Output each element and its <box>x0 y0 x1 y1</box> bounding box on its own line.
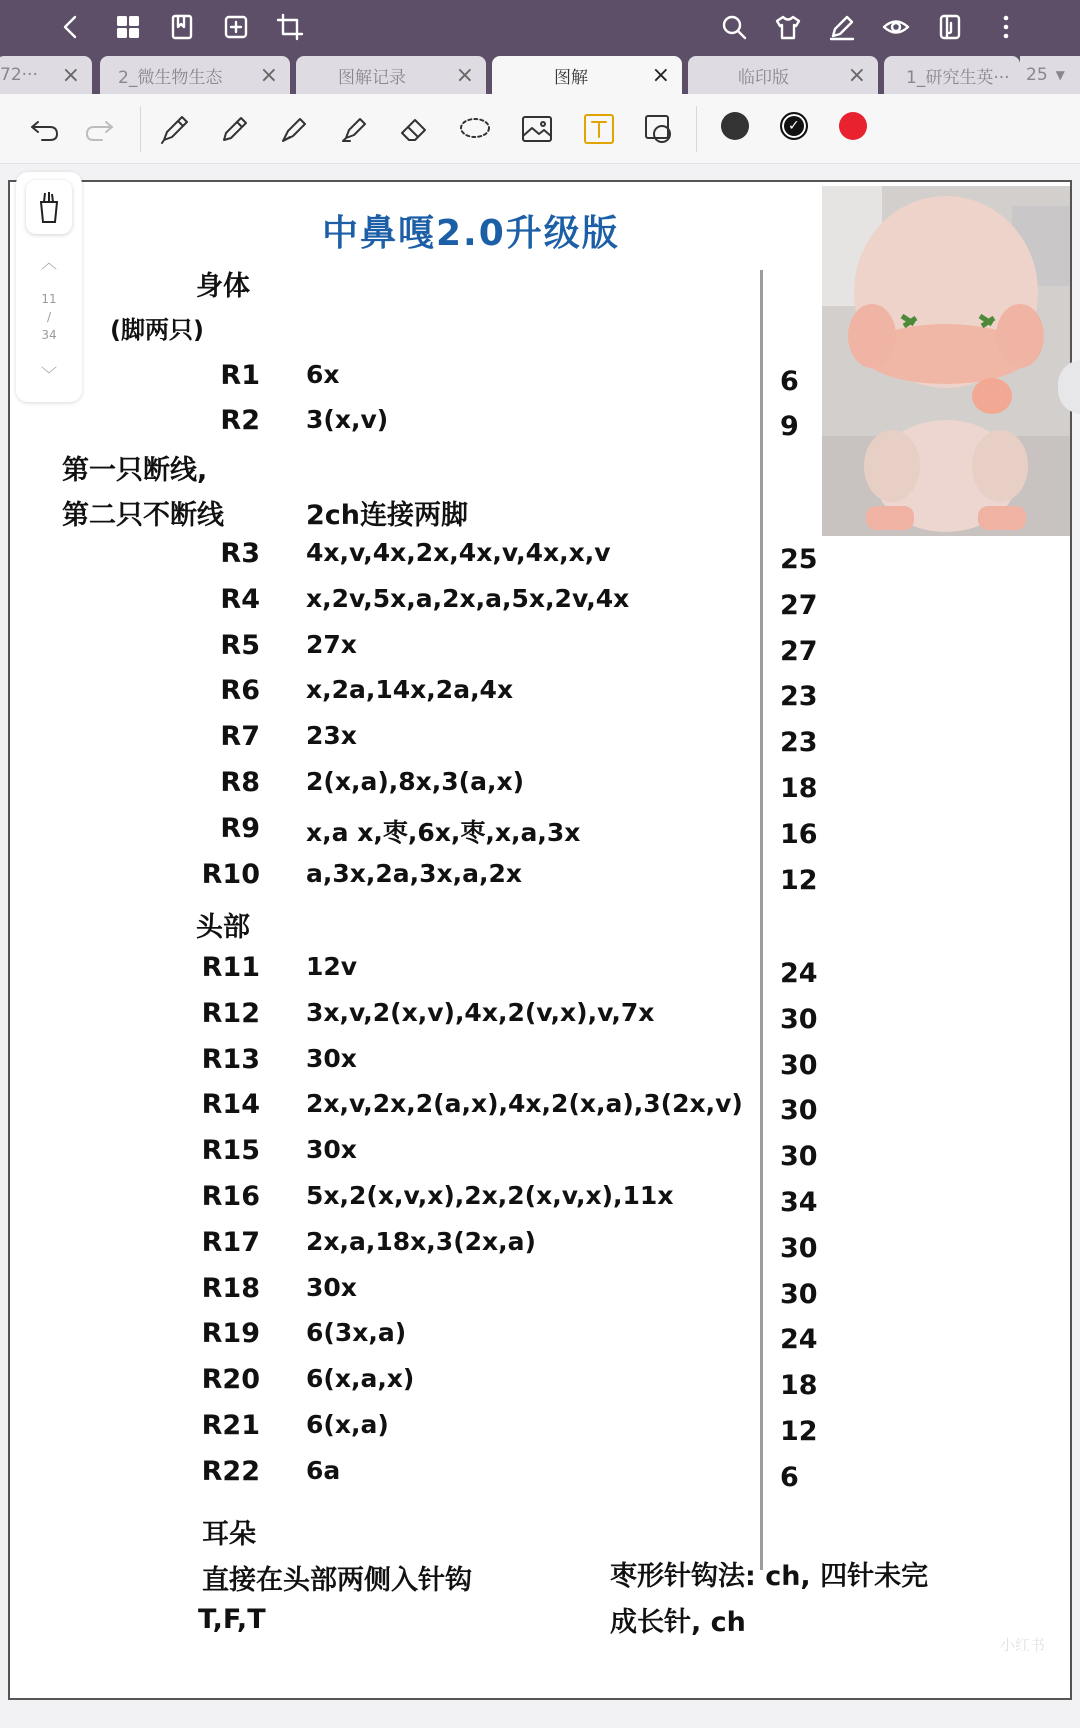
pencil-icon[interactable] <box>214 108 256 150</box>
stitch-sequence: 6a <box>306 1455 341 1485</box>
round-label: R18 <box>201 1272 260 1304</box>
round-label: R6 <box>220 675 260 707</box>
round-label: R1 <box>220 360 260 391</box>
highlighter-icon[interactable] <box>334 108 376 150</box>
round-label: R8 <box>220 767 260 798</box>
stitch-count: 30 <box>780 1232 818 1264</box>
close-icon[interactable]: × <box>455 63 474 88</box>
round-label: R19 <box>201 1318 260 1350</box>
watermark-brand: 小红书 <box>1000 1636 1046 1654</box>
stitch-sequence: 4x,v,4x,2x,4x,v,4x,x,v <box>306 538 611 567</box>
stitch-count: 23 <box>780 681 818 713</box>
stitch-sequence: 3x,v,2(x,v),4x,2(v,x),v,7x <box>306 997 655 1027</box>
stitch-count: 30 <box>780 1278 818 1310</box>
color-swatch-black-selected[interactable] <box>780 112 808 140</box>
round-label: R11 <box>201 952 260 983</box>
note-second-leg: 第二只不断线 <box>62 500 224 531</box>
bobble-stitch-note-line2: 成长针, ch <box>610 1607 746 1638</box>
redo-icon[interactable] <box>78 108 120 150</box>
stitch-count: 6 <box>780 366 799 397</box>
round-label: R16 <box>201 1181 260 1212</box>
search-icon[interactable] <box>715 8 753 46</box>
lasso-icon[interactable] <box>454 108 496 150</box>
eye-icon[interactable] <box>877 8 915 46</box>
stitch-sequence: 2x,a,18x,3(2x,a) <box>306 1226 536 1256</box>
doll-illustration <box>822 186 1070 536</box>
section-heading-ears: 耳朵 <box>202 1519 256 1550</box>
stitch-count: 30 <box>780 1141 818 1173</box>
stitch-count: 12 <box>780 864 818 896</box>
tab-count-dropdown[interactable] <box>1020 56 1080 94</box>
close-icon[interactable]: × <box>847 63 866 88</box>
stitch-count: 6 <box>780 1461 799 1493</box>
tab-4-active[interactable] <box>492 56 682 94</box>
note-first-leg: 第一只断线, <box>62 455 208 486</box>
stitch-sequence: 6(x,a,x) <box>306 1364 415 1394</box>
crop-icon[interactable] <box>271 8 309 46</box>
chevron-down-icon[interactable]: ﹀ <box>40 365 57 384</box>
round-label: R7 <box>220 721 260 753</box>
stitch-count: 30 <box>780 1049 818 1081</box>
total-pages: 34 <box>41 328 57 342</box>
tab-5[interactable] <box>688 56 878 94</box>
stitch-sequence: 2x,v,2x,2(a,x),4x,2(x,a),3(2x,v) <box>306 1089 743 1119</box>
stitch-count: 18 <box>780 773 818 804</box>
ear-instruction-line1: 直接在头部两侧入针钩 <box>202 1565 472 1596</box>
stitch-count: 27 <box>780 589 818 621</box>
stitch-sequence: 6(x,a) <box>306 1410 389 1439</box>
pen-edit-icon[interactable] <box>823 8 861 46</box>
tab-3[interactable] <box>296 56 486 94</box>
stitch-sequence: 23x <box>306 721 357 751</box>
tab-bar <box>0 54 1080 94</box>
round-label: R3 <box>220 538 260 569</box>
stitch-count: 30 <box>780 1095 818 1127</box>
stitch-count: 16 <box>780 818 818 850</box>
round-label: R21 <box>201 1410 260 1441</box>
add-page-icon[interactable] <box>217 8 255 46</box>
stitch-count: 30 <box>780 1003 818 1035</box>
page-navigator <box>16 172 82 402</box>
eraser-icon[interactable] <box>394 108 436 150</box>
close-icon[interactable]: × <box>259 63 278 88</box>
round-label: R12 <box>201 997 260 1029</box>
tab-label: 图解 <box>554 67 588 88</box>
stitch-sequence: 5x,2(x,v,x),2x,2(x,v,x),11x <box>306 1181 674 1210</box>
stitch-count: 34 <box>780 1187 818 1218</box>
section-heading-body: 身体 <box>196 271 250 302</box>
page-separator: / <box>46 310 52 324</box>
color-swatch-red[interactable] <box>839 112 867 140</box>
close-icon[interactable]: × <box>61 63 80 88</box>
shape-tool-icon[interactable] <box>638 108 680 150</box>
back-icon[interactable] <box>52 8 90 46</box>
grid-view-icon[interactable] <box>109 8 147 46</box>
round-label: R15 <box>201 1135 260 1167</box>
round-label: R5 <box>220 629 260 661</box>
color-swatch-dark-gray[interactable] <box>721 112 749 140</box>
stitch-sequence: 6x <box>306 360 340 389</box>
round-label: R10 <box>201 858 260 890</box>
tab-count: 25 <box>1026 65 1048 85</box>
round-label: R13 <box>201 1043 260 1075</box>
stitch-sequence: 30x <box>306 1135 357 1165</box>
tab-6[interactable] <box>884 56 1020 94</box>
stitch-sequence: x,2a,14x,2a,4x <box>306 675 514 705</box>
more-icon[interactable] <box>987 8 1025 46</box>
stitch-count: 9 <box>780 411 799 442</box>
bookmark-icon[interactable] <box>163 8 201 46</box>
close-icon[interactable]: × <box>651 63 670 88</box>
stitch-sequence: 12v <box>306 952 358 981</box>
stitch-sequence: 6(3x,a) <box>306 1318 407 1348</box>
pen-holder-icon[interactable] <box>26 180 72 234</box>
stitch-count: 18 <box>780 1370 818 1402</box>
drawing-toolbar <box>0 94 1080 164</box>
round-label: R14 <box>201 1089 260 1121</box>
chevron-down-icon: ▼ <box>1055 68 1065 82</box>
note-title: 中鼻嘎2.0升级版 <box>322 213 620 254</box>
toolbar-divider <box>696 106 697 152</box>
current-page: 11 <box>41 292 57 306</box>
layout-icon[interactable] <box>931 8 969 46</box>
stitch-sequence: a,3x,2a,3x,a,2x <box>306 858 523 888</box>
round-label: R20 <box>201 1364 260 1396</box>
bobble-stitch-note-line1: 枣形针钩法: ch, 四针未完 <box>610 1561 929 1592</box>
stitch-sequence: 2(x,a),8x,3(a,x) <box>306 767 524 796</box>
checkmark-icon: ✓ <box>788 118 800 134</box>
section-subheading-legs: (脚两只) <box>110 316 204 344</box>
tab-label: 1_研究生英··· <box>906 67 1010 88</box>
tab-2[interactable] <box>100 56 290 94</box>
tab-label: 2_微生物生态 <box>118 67 223 88</box>
stitch-sequence: x,a x,枣,6x,枣,x,a,3x <box>306 817 581 847</box>
round-label: R17 <box>201 1226 260 1258</box>
crochet-doll-photo[interactable] <box>822 186 1070 536</box>
tab-1[interactable] <box>0 56 92 94</box>
stitch-count: 24 <box>780 958 818 989</box>
stitch-count: 24 <box>780 1324 818 1356</box>
tab-label: 72··· <box>0 65 38 85</box>
undo-icon[interactable] <box>24 108 66 150</box>
stitch-sequence: x,2v,5x,a,2x,a,5x,2v,4x <box>306 583 630 613</box>
stitch-count: 25 <box>780 544 818 575</box>
stitch-sequence: 27x <box>306 629 357 659</box>
round-label: R22 <box>201 1455 260 1487</box>
stitch-count: 23 <box>780 727 818 759</box>
brush-pen-icon[interactable] <box>274 108 316 150</box>
stitch-sequence: 3(x,v) <box>306 405 389 434</box>
text-tool-icon[interactable] <box>578 108 620 150</box>
image-icon[interactable] <box>516 108 558 150</box>
round-label: R9 <box>220 812 260 844</box>
top-app-bar <box>0 0 1080 54</box>
tab-label: 图解记录 <box>338 67 406 88</box>
column-divider-line <box>760 270 763 1570</box>
shirt-icon[interactable] <box>769 8 807 46</box>
section-heading-head: 头部 <box>196 912 250 943</box>
round-label: R2 <box>220 405 260 436</box>
stitch-sequence: 30x <box>306 1272 357 1302</box>
toolbar-divider <box>140 106 141 152</box>
fountain-pen-icon[interactable] <box>154 108 196 150</box>
ear-instruction-line2: T,F,T <box>198 1604 266 1635</box>
stitch-sequence: 30x <box>306 1043 357 1073</box>
round-label: R4 <box>220 583 260 615</box>
stitch-count: 12 <box>780 1416 818 1447</box>
stitch-count: 27 <box>780 635 818 667</box>
tab-label: 临印版 <box>738 67 789 88</box>
chevron-up-icon[interactable]: ︿ <box>40 253 57 272</box>
note-connect-legs: 2ch连接两脚 <box>306 500 469 531</box>
